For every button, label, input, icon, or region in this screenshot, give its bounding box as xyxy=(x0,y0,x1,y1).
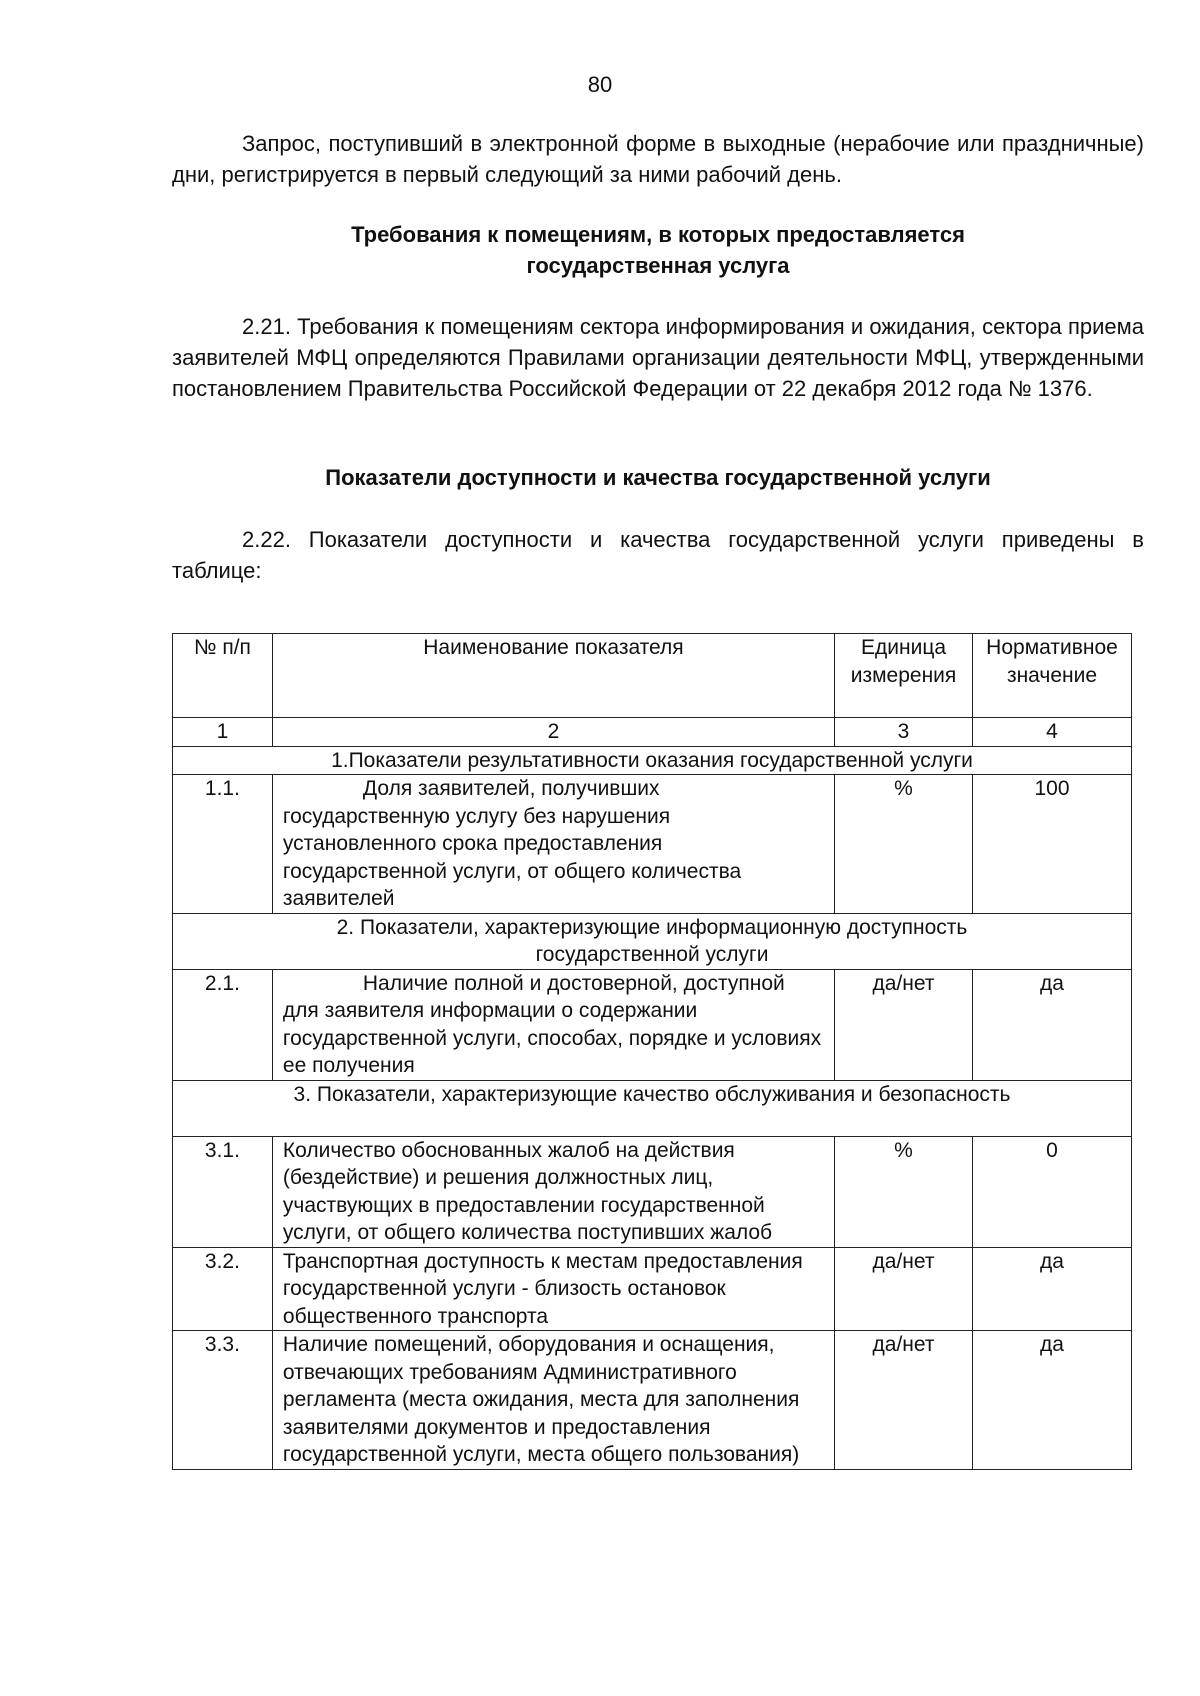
section-2-title xyxy=(173,913,1132,969)
indicator-unit: да/нет xyxy=(835,969,973,1080)
indicator-unit: да/нет xyxy=(835,1331,973,1470)
table-row-3-3 xyxy=(173,1331,1132,1470)
indicator-unit: да/нет xyxy=(835,1247,973,1331)
row-number: 1.1. xyxy=(173,775,273,914)
indicator-name: Доля заявителей, получивших государственную услугу без нарушения установленного срока предоставления государственной услуги, от общего количества заявителей xyxy=(272,775,834,914)
paragraph-2-22: 2.22. Показатели доступности и качества государственной услуги приведены в таблице: xyxy=(172,527,1144,583)
indicator-unit: % xyxy=(835,1136,973,1247)
table-row-2-1 xyxy=(173,969,1132,1080)
column-number-1: 1 xyxy=(173,718,273,747)
row-number: 3.2. xyxy=(173,1247,273,1331)
indicator-unit: % xyxy=(835,775,973,914)
table-header-row xyxy=(173,634,1132,718)
column-number-2: 2 xyxy=(272,718,834,747)
section-row-2 xyxy=(173,913,1132,969)
indicator-value: да xyxy=(973,1247,1132,1331)
table-row-3-1 xyxy=(173,1136,1132,1247)
section-3-title: 3. Показатели, характеризующие качество обслуживания и безопасность xyxy=(173,1080,1132,1136)
indicator-value: 0 xyxy=(973,1136,1132,1247)
section-1-title: 1.Показатели результативности оказания государственной услуги xyxy=(173,746,1132,775)
heading-indicators: Показатели доступности и качества государственной услуги xyxy=(325,465,991,490)
heading-premises xyxy=(172,219,1144,281)
heading-premises-line1: Требования к помещениям, в которых предоставляется xyxy=(351,222,965,247)
page-number: 80 xyxy=(587,72,613,97)
header-cell-unit: Единица измерения xyxy=(835,634,973,718)
table-row-3-2 xyxy=(173,1247,1132,1331)
table-row-1-1 xyxy=(173,775,1132,914)
row-number: 2.1. xyxy=(173,969,273,1080)
indicator-name: Количество обоснованных жалоб на действия (бездействие) и решения должностных лиц, участвующих в предоставлении государственной услуги, от общего количества поступивших жалоб xyxy=(272,1136,834,1247)
header-cell-num: № п/п xyxy=(173,634,273,718)
header-cell-value: Нормативное значение xyxy=(973,634,1132,718)
indicator-name: Наличие полной и достоверной, доступной для заявителя информации о содержании государственной услуги, способах, порядке и условиях ее получения xyxy=(272,969,834,1080)
row-number: 3.1. xyxy=(173,1136,273,1247)
section-row-1 xyxy=(173,746,1132,775)
indicator-value: да xyxy=(973,969,1132,1080)
paragraph-request: Запрос, поступивший в электронной форме в выходные (нерабочие или праздничные) дни, регистрируется в первый следующий за ними рабочий день. xyxy=(172,131,1144,187)
indicator-name: Транспортная доступность к местам предоставления государственной услуги - близость остановок общественного транспорта xyxy=(272,1247,834,1331)
section-row-3 xyxy=(173,1080,1132,1136)
indicators-table xyxy=(172,633,1132,1470)
indicator-name: Наличие помещений, оборудования и оснащения, отвечающих требованиям Административного регламента (места ожидания, места для заполнения заявителями документов и предоставления государственной услуги, места общего пользования) xyxy=(272,1331,834,1470)
heading-premises-line2: государственная услуга xyxy=(526,253,790,278)
indicator-value: 100 xyxy=(973,775,1132,914)
row-number: 3.3. xyxy=(173,1331,273,1470)
indicator-value: да xyxy=(973,1331,1132,1470)
section-2-title-line1: 2. Показатели, характеризующие информационную доступность xyxy=(336,915,968,939)
section-2-title-line2: государственной услуги xyxy=(535,943,769,966)
header-cell-name: Наименование показателя xyxy=(272,634,834,718)
paragraph-2-21: 2.21. Требования к помещениям сектора информирования и ожидания, сектора приема заявителей МФЦ определяются Правилами организации деятельности МФЦ, утвержденными постановлением Правительства Российской Федерации от 22 декабря 2012 года № 1376. xyxy=(172,314,1144,401)
column-number-4: 4 xyxy=(973,718,1132,747)
column-number-3: 3 xyxy=(835,718,973,747)
table-column-numbers-row xyxy=(173,718,1132,747)
